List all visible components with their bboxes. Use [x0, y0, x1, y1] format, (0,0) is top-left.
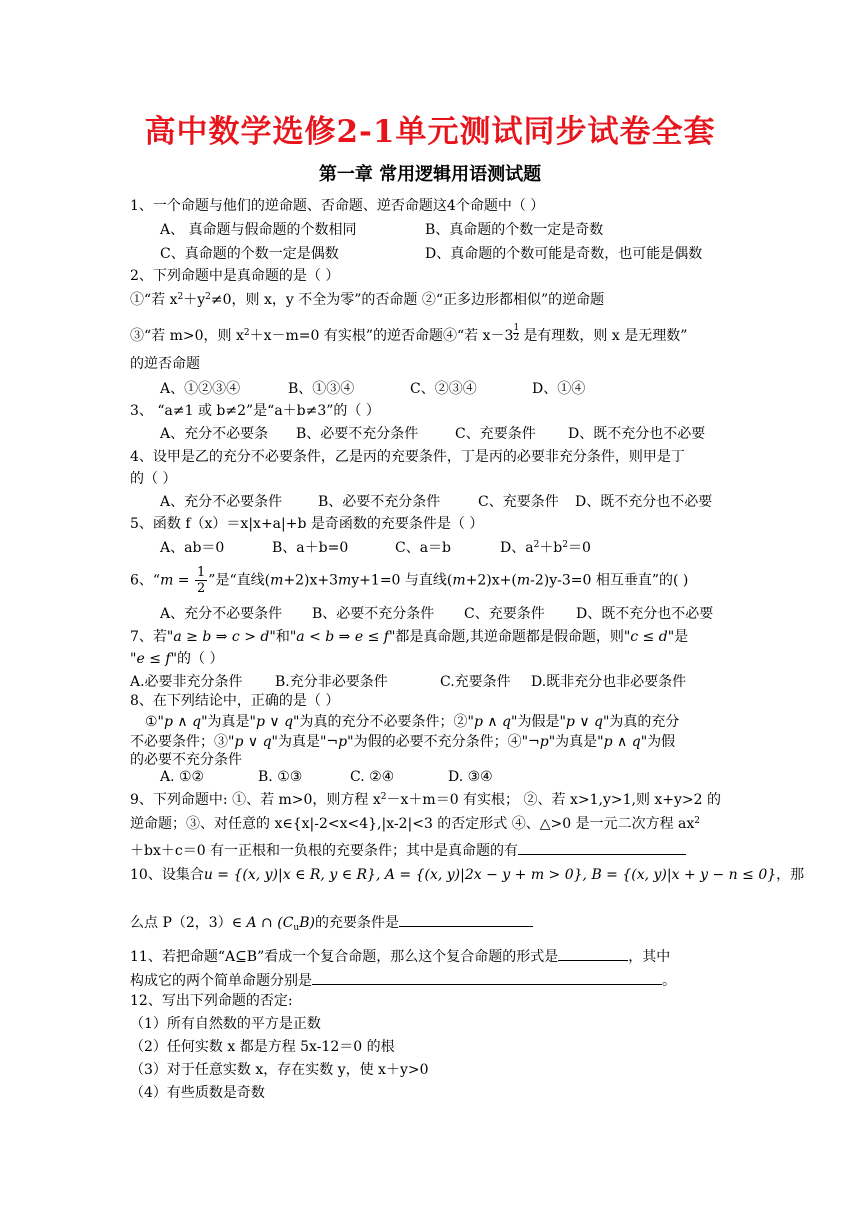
q2-stem: 2、下列命题中是真命题的是（ ）: [130, 268, 340, 284]
q4-stem-line-2: 的（ ）: [130, 471, 177, 487]
q8-option-d: D. ③④: [448, 769, 493, 785]
q7-option-b: B.充分非必要条件: [275, 674, 388, 690]
q12-item-3: （3）对于任意实数 x，存在实数 y，使 x＋y>0: [130, 1062, 429, 1078]
q3-option-b: B、必要不充分条件: [296, 426, 419, 442]
q4-stem-line-1: 4、设甲是乙的充分不必要条件，乙是丙的充要条件，丁是丙的必要非充分条件，则甲是丁: [130, 449, 685, 465]
chapter-title: 第一章 常用逻辑用语测试题: [318, 164, 542, 185]
q3-option-a: A、充分不必要条: [160, 426, 269, 442]
q12-item-2: （2）任何实数 x 都是方程 5x-12＝0 的根: [130, 1039, 395, 1055]
q8-statement-line-2: 不必要条件；③"p ∨ q"为真是"¬p"为假的必要不充分条件；④"¬p"为真是"p ∧ q"为假: [130, 734, 676, 750]
q11-line-2: 构成它的两个简单命题分别是 。: [130, 970, 676, 989]
q9-line-2: 逆命题；③、对任意的 x∈{x|-2<x<4},|x-2|<3 的否定形式 ④、△>0 是一元二次方程 $ax^2$: [130, 816, 701, 832]
q1-option-d: D、真命题的个数可能是奇数，也可能是偶数: [425, 246, 703, 262]
q6-option-d: D、既不充分也不必要: [576, 606, 714, 622]
q3-option-c: C、充要条件: [455, 426, 536, 442]
q2-option-a: A、①②③④: [160, 381, 241, 397]
q1-stem: 1、一个命题与他们的逆命题、否命题、逆否命题这4个命题中（ ）: [130, 198, 545, 214]
q2-proposition-line-1: ①“若 $x^2+y^2\ne 0$，则 x，y 不全为零”的否命题 ②“正多边形都相似”的逆命题: [130, 292, 605, 308]
q9-line-3: ＋bx＋c＝0 有一正根和一负根的充要条件；其中是真命题的有: [130, 840, 686, 859]
q6-option-b: B、必要不充分条件: [312, 606, 435, 622]
q6-option-a: A、充分不必要条件: [160, 606, 283, 622]
q8-option-b: B. ①③: [258, 769, 303, 785]
q5-option-b: B、a＋b=0: [272, 540, 349, 556]
q10-line-2: 么点 P（2，3）∈ A ∩ $(C_uB)$的充要条件是: [130, 912, 533, 931]
q7-option-a: A.必要非充分条件: [130, 674, 243, 690]
q4-option-a: A、充分不必要条件: [160, 494, 283, 510]
q4-option-b: B、必要不充分条件: [318, 494, 441, 510]
q5-stem: 5、函数 f（x）＝x|x+a|+b 是奇函数的充要条件是（ ）: [130, 516, 484, 532]
q2-option-b: B、①③④: [288, 381, 355, 397]
q9-line-1: 9、下列命题中: ①、若 m>0，则方程 $x^2-x+m=0$ 有实根； ②、若 x>1,y>1,则 x+y>2 的: [130, 792, 722, 808]
q9-answer-blank[interactable]: [518, 840, 686, 855]
q3-option-d: D、既不充分也不必要: [568, 426, 706, 442]
q10-answer-blank[interactable]: [399, 912, 533, 927]
q2-option-d: D、①④: [532, 381, 586, 397]
q11-line-1: 11、若把命题“A⊆B”看成一个复合命题，那么这个复合命题的形式是 ，其中: [130, 946, 670, 965]
q8-stem: 8、在下列结论中，正确的是（ ）: [130, 693, 340, 709]
q8-statement-line-1: ①"p ∧ q"为真是"p ∨ q"为真的充分不必要条件；②"p ∧ q"为假是"p ∨ q"为真的充分: [145, 714, 680, 730]
q12-item-1: （1）所有自然数的平方是正数: [130, 1016, 321, 1032]
q5-option-c: C、a＝b: [395, 540, 452, 556]
q7-stem-line-1: 7、若"a ≥ b ⇒ c > d"和"a < b ⇒ e ≤ f"都是真命题,其逆命题都是假命题，则"c ≤ d"是: [130, 629, 689, 645]
q12-item-4: （4）有些质数是奇数: [130, 1085, 265, 1101]
q4-option-c: C、充要条件: [478, 494, 559, 510]
q1-option-b: B、真命题的个数一定是奇数: [425, 222, 604, 238]
q8-option-c: C. ②④: [350, 769, 395, 785]
q1-option-a: A、 真命题与假命题的个数相同: [160, 222, 357, 238]
q7-stem-line-2: "e ≤ f"的（ ）: [130, 651, 224, 667]
q1-option-c: C、真命题的个数一定是偶数: [160, 246, 339, 262]
q5-option-d: D、$a^2+b^2=0$: [500, 540, 591, 556]
q6-stem: 6、“m = $\frac{1}{2}$ ”是“直线(m+2)x+3my+1=0 与直线(m+2)x+(m-2)y-3=0 相互垂直”的( ): [130, 565, 689, 596]
q4-option-d: D、既不充分也不必要: [575, 494, 713, 510]
q12-stem: 12、写出下列命题的否定:: [130, 993, 293, 1009]
q3-stem: 3、 “a≠1 或 b≠2”是“a＋b≠3”的（ ）: [130, 403, 380, 419]
q6-fraction: $\frac{1}{2}$: [197, 565, 206, 596]
q8-option-a: A. ①②: [160, 769, 205, 785]
q2-proposition-line-2: ③“若 m>0，则 $x^2+x-m=0$ 有实根”的逆否命题④“若 x－3 1 2 是有理数，则 x 是无理数”: [130, 323, 688, 344]
q2-proposition-line-3: 的逆否命题: [130, 356, 200, 372]
q7-option-c: C.充要条件: [440, 674, 511, 690]
q5-option-a: A、ab＝0: [160, 540, 225, 556]
q10-line-1: 10、设集合u = {(x, y)|x ∈ R, y ∈ R}, A = {(x, y)|2x − y + m > 0}, B = {(x, y)|x + y − n ≤ 0}，那: [130, 867, 805, 883]
q6-option-c: C、充要条件: [464, 606, 545, 622]
q7-option-d: D.既非充分也非必要条件: [531, 674, 687, 690]
q8-statement-line-3: 的必要不充分条件: [130, 752, 242, 768]
q2-option-c: C、②③④: [410, 381, 477, 397]
document-title: 高中数学选修2-1单元测试同步试卷全套: [144, 114, 716, 150]
q11-answer-blank-form[interactable]: [558, 946, 628, 961]
q11-answer-blank-parts[interactable]: [312, 970, 662, 985]
